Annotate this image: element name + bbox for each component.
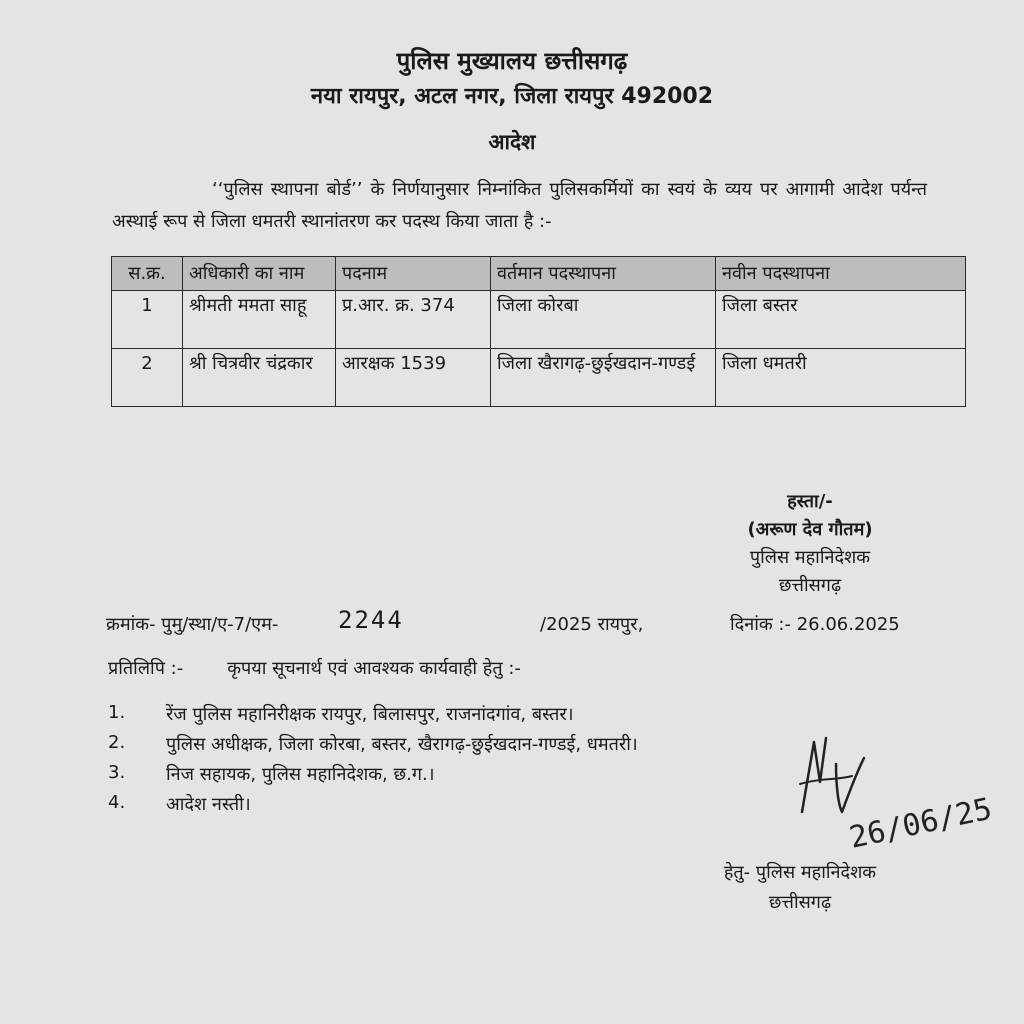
cell-new-posting: जिला बस्तर [716,291,966,349]
org-address: नया रायपुर, अटल नगर, जिला रायपुर 492002 [310,84,714,109]
table-row [112,349,966,407]
signature-date: 26/06/25 [846,791,996,856]
org-title: पुलिस मुख्यालय छत्तीसगढ़ [396,47,628,75]
list-item-number: 4. [108,792,126,813]
reference-number: 2244 [338,606,404,634]
copy-line [108,656,521,680]
signatory-designation: पुलिस महानिदेशक [749,547,871,568]
reference-date: दिनांक :- 26.06.2025 [730,614,900,635]
list-item-text: पुलिस अधीक्षक, जिला कोरबा, बस्तर, खैरागढ़-छुईखदान-गण्डई, धमतरी। [166,734,638,755]
reference-year-place: /2025 रायपुर, [540,614,644,635]
list-item-text: आदेश नस्ती। [166,794,251,815]
document-type: आदेश [488,130,536,154]
header-officer-name: अधिकारी का नाम [183,257,336,291]
list-item-number: 1. [108,702,126,723]
cell-officer-name: श्री चित्रवीर चंद्रकार [183,349,336,407]
cell-current-posting: जिला खैरागढ़-छुईखदान-गण्डई [491,349,716,407]
footer-block [700,858,900,918]
cell-new-posting: जिला धमतरी [716,349,966,407]
cell-designation: प्र.आर. क्र. 374 [336,291,491,349]
copy-text: कृपया सूचनार्थ एवं आवश्यक कार्यवाही हेतु :- [227,658,521,679]
reference-prefix: क्रमांक- पुमु/स्था/ए-7/एम- [106,614,279,635]
signatory-block [720,488,900,600]
cell-designation: आरक्षक 1539 [336,349,491,407]
signatory-name: (अरूण देव गौतम) [747,519,873,540]
header-new-posting: नवीन पदस्थापना [716,257,966,291]
signatory-state: छत्तीसगढ़ [778,575,842,596]
header-designation: पदनाम [336,257,491,291]
signed-mark: हस्ता/- [787,491,833,512]
cell-current-posting: जिला कोरबा [491,291,716,349]
list-item-number: 2. [108,732,126,753]
cell-officer-name: श्रीमती ममता साहू [183,291,336,349]
header-serial: स.क्र. [112,257,183,291]
transfer-table [111,256,966,407]
list-item-text: रेंज पुलिस महानिरीक्षक रायपुर, बिलासपुर, राजनांदगांव, बस्तर। [166,704,574,725]
list-item-text: निज सहायक, पुलिस महानिदेशक, छ.ग.। [166,764,435,785]
footer-on-behalf: हेतु- पुलिस महानिदेशक [723,862,877,883]
footer-state: छत्तीसगढ़ [768,892,832,913]
intro-paragraph: ‘‘पुलिस स्थापना बोर्ड’’ के निर्णयानुसार निम्नांकित पुलिसकर्मियों का स्वयं के व्यय पर आगामी आदेश पर्यन्त अस्थाई रूप से जिला धमतरी स्थानांतरण कर पदस्थ किया जाता है :- [112,179,927,232]
list-item-number: 3. [108,762,126,783]
copy-label: प्रतिलिपि :- [108,658,184,679]
cell-serial: 2 [112,349,183,407]
handwritten-signature [780,720,1020,860]
table-header-row [112,257,966,291]
table-row [112,291,966,349]
cell-serial: 1 [112,291,183,349]
header-current-posting: वर्तमान पदस्थापना [491,257,716,291]
